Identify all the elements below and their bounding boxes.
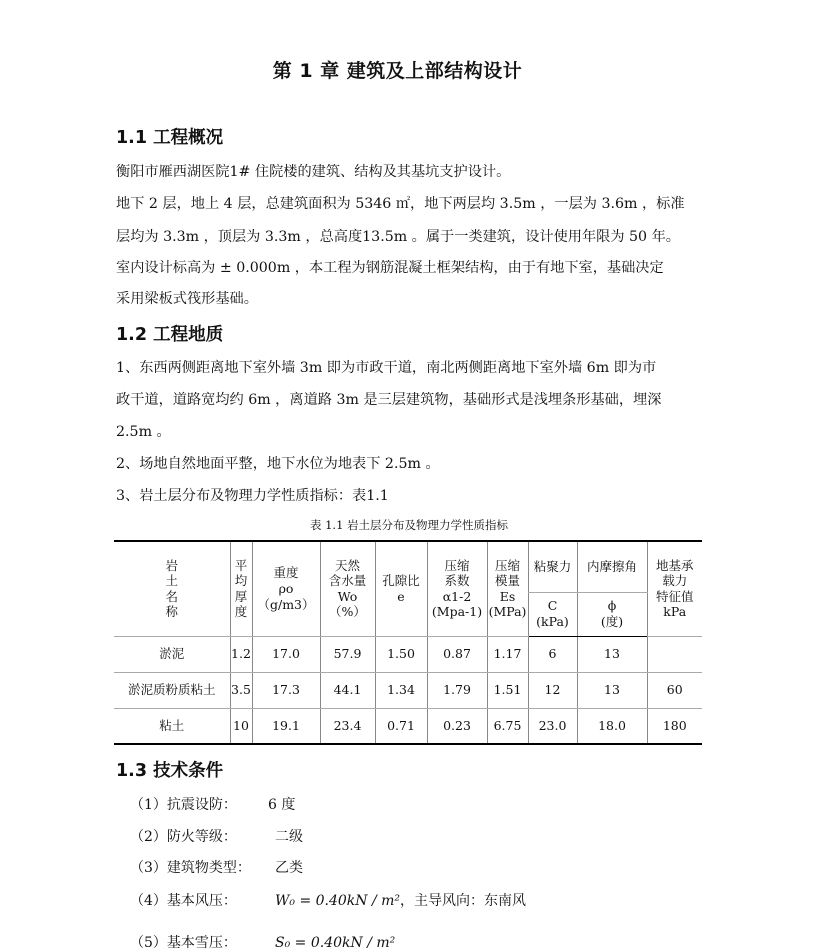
item-value: 乙类 (275, 860, 303, 876)
cell-comp-mod: 1.17 (487, 636, 528, 672)
header-cohesion: 粘聚力 (528, 541, 577, 592)
cell-cohesion: 12 (528, 672, 577, 708)
section-title-1-3: 1.3 技术条件 (116, 761, 224, 781)
section-title-1-1: 1.1 工程概况 (116, 128, 224, 148)
cell-cohesion: 6 (528, 636, 577, 672)
header-friction-unit: ϕ (度) (577, 592, 647, 636)
cell-name: 淤泥 (114, 636, 230, 672)
header-thickness: 平 均 厚 度 (230, 541, 252, 636)
header-friction-angle: 内摩擦角 (577, 541, 647, 592)
cell-friction: 13 (577, 672, 647, 708)
cell-name: 淤泥质粉质粘土 (114, 672, 230, 708)
chapter-title: 第 1 章 建筑及上部结构设计 (272, 60, 523, 82)
header-density: 重度 ρo （g/m3） (252, 541, 320, 636)
cell-water: 57.9 (320, 636, 375, 672)
cell-friction: 18.0 (577, 708, 647, 744)
paragraph-line: 政干道，道路宽均约 6m ，离道路 3m 是三层建筑物，基础形式是浅埋条形基础，埋深 (116, 392, 662, 408)
cell-water: 23.4 (320, 708, 375, 744)
cell-void: 0.71 (375, 708, 427, 744)
list-item (130, 826, 303, 846)
header-compression-coefficient: 压缩 系数 α1-2 (Mpa-1) (427, 541, 487, 636)
cell-bearing: 60 (647, 672, 702, 708)
paragraph-line: 地下 2 层，地上 4 层，总建筑面积为 5346 ㎡，地下两层均 3.5m ，一层为 3.6m ，标准 (116, 196, 685, 212)
cell-cohesion: 23.0 (528, 708, 577, 744)
header-name: 岩 土 名 称 (114, 541, 230, 636)
table-row (114, 636, 702, 672)
list-item (130, 890, 526, 910)
cell-thickness: 1.2 (230, 636, 252, 672)
soil-properties-table (114, 540, 702, 745)
table-row (114, 708, 702, 744)
item-value: 二级 (275, 829, 303, 845)
header-cohesion-unit: C (kPa) (528, 592, 577, 636)
item-value: W₀ = 0.40kN / m² (275, 893, 401, 909)
paragraph-line: 1、东西两侧距离地下室外墙 3m 即为市政干道，南北两侧距离地下室外墙 6m 即为市 (116, 360, 657, 376)
item-label: （2）防火等级： (130, 829, 237, 845)
cell-void: 1.50 (375, 636, 427, 672)
header-compression-modulus: 压缩 模量 Es (MPa) (487, 541, 528, 636)
cell-comp-mod: 6.75 (487, 708, 528, 744)
header-bearing-capacity: 地基承 载力 特征值 kPa (647, 541, 702, 636)
table-row (114, 672, 702, 708)
cell-thickness: 10 (230, 708, 252, 744)
paragraph-line: 层均为 3.3m ，顶层为 3.3m ，总高度13.5m 。属于一类建筑，设计使用年限为 50 年。 (116, 229, 680, 245)
cell-bearing (647, 636, 702, 672)
cell-comp-coef: 0.87 (427, 636, 487, 672)
paragraph-line: 采用梁板式筏形基础。 (116, 291, 258, 307)
table-caption: 表 1.1 岩土层分布及物理力学性质指标 (309, 518, 509, 532)
cell-water: 44.1 (320, 672, 375, 708)
paragraph-line: 室内设计标高为 ± 0.000m ，本工程为钢筋混凝土框架结构，由于有地下室，基础决定 (116, 260, 664, 276)
header-void-ratio: 孔隙比 e (375, 541, 427, 636)
paragraph-line: 衡阳市雁西湖医院1# 住院楼的建筑、结构及其基坑支护设计。 (116, 164, 511, 180)
cell-comp-coef: 0.23 (427, 708, 487, 744)
item-value: 6 度 (268, 797, 296, 813)
item-value: S₀ = 0.40kN / m² (275, 935, 396, 951)
cell-density: 17.0 (252, 636, 320, 672)
cell-bearing: 180 (647, 708, 702, 744)
cell-name: 粘土 (114, 708, 230, 744)
cell-density: 17.3 (252, 672, 320, 708)
section-title-1-2: 1.2 工程地质 (116, 325, 224, 345)
cell-friction: 13 (577, 636, 647, 672)
cell-comp-coef: 1.79 (427, 672, 487, 708)
cell-void: 1.34 (375, 672, 427, 708)
cell-density: 19.1 (252, 708, 320, 744)
list-item (130, 794, 295, 814)
item-label: （4）基本风压： (130, 893, 237, 909)
item-label: （1）抗震设防： (130, 797, 237, 813)
header-water-content: 天然 含水量 Wo （%） (320, 541, 375, 636)
cell-comp-mod: 1.51 (487, 672, 528, 708)
list-item-partial (130, 932, 396, 951)
cell-thickness: 3.5 (230, 672, 252, 708)
paragraph-line: 2、场地自然地面平整，地下水位为地表下 2.5m 。 (116, 456, 440, 472)
list-item (130, 857, 303, 877)
item-label: （5）基本雪压： (130, 935, 237, 951)
paragraph-line: 3、岩土层分布及物理力学性质指标：表1.1 (116, 488, 389, 504)
item-label: （3）建筑物类型： (130, 860, 251, 876)
paragraph-line: 2.5m 。 (116, 424, 171, 440)
item-extra: ，主导风向：东南风 (400, 893, 527, 909)
